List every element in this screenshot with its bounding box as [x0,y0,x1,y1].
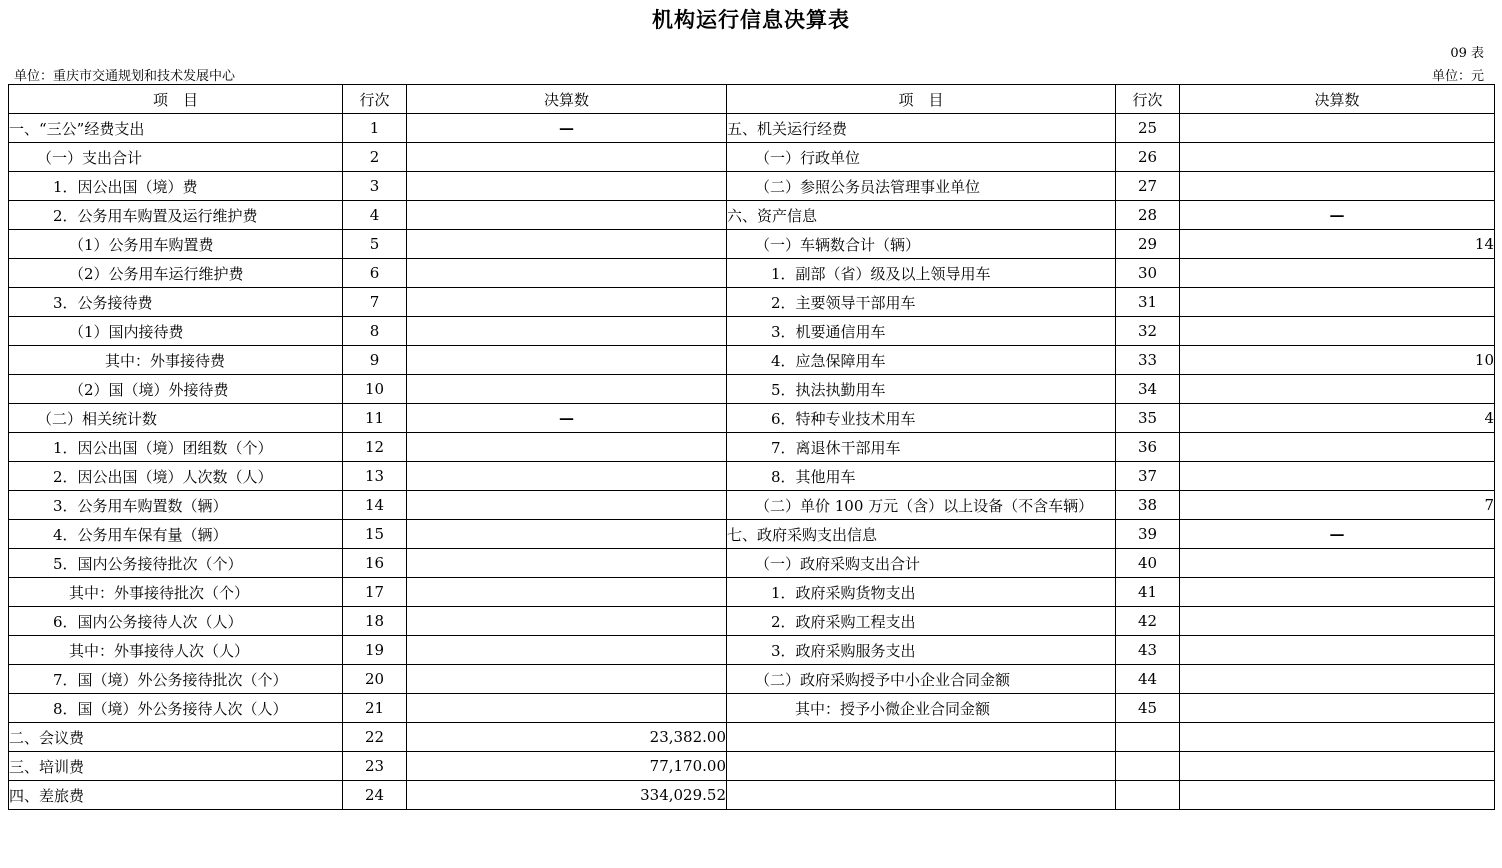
left-line-number: 21 [343,694,407,723]
right-line-number [1116,752,1180,781]
left-item-name: （二）相关统计数 [9,404,343,433]
left-line-number: 20 [343,665,407,694]
right-amount-value [1180,781,1495,810]
left-line-number: 18 [343,607,407,636]
right-amount-value: — [1180,520,1495,549]
left-amount-value [407,462,727,491]
left-amount-value: 77,170.00 [407,752,727,781]
left-item-name: 其中：外事接待费 [9,346,343,375]
right-line-number: 30 [1116,259,1180,288]
left-item-name: （一）支出合计 [9,143,343,172]
header-line-right: 行次 [1116,85,1180,114]
header-amount-right: 决算数 [1180,85,1495,114]
right-amount-value: 14 [1180,230,1495,259]
right-item-name: （一）车辆数合计（辆） [727,230,1116,259]
left-item-name: 5．国内公务接待批次（个） [9,549,343,578]
right-line-number: 44 [1116,665,1180,694]
left-item-name: 其中：外事接待人次（人） [9,636,343,665]
left-item-name: 一、“三公”经费支出 [9,114,343,143]
left-amount-value [407,201,727,230]
left-item-name: （1）国内接待费 [9,317,343,346]
left-item-name: 1．因公出国（境）费 [9,172,343,201]
left-line-number: 1 [343,114,407,143]
left-amount-value [407,549,727,578]
left-line-number: 12 [343,433,407,462]
left-amount-value: — [407,404,727,433]
header-line-left: 行次 [343,85,407,114]
right-amount-value [1180,549,1495,578]
left-item-name: 4．公务用车保有量（辆） [9,520,343,549]
left-amount-value: 334,029.52 [407,781,727,810]
table-row [9,230,1495,259]
right-item-name [727,723,1116,752]
table-row [9,143,1495,172]
right-line-number: 32 [1116,317,1180,346]
right-amount-value [1180,317,1495,346]
table-row [9,201,1495,230]
left-line-number: 16 [343,549,407,578]
left-line-number: 23 [343,752,407,781]
header-amount-left: 决算数 [407,85,727,114]
right-amount-value: 10 [1180,346,1495,375]
right-amount-value [1180,607,1495,636]
left-item-name: 7．国（境）外公务接待批次（个） [9,665,343,694]
table-row [9,462,1495,491]
right-line-number: 35 [1116,404,1180,433]
table-row [9,259,1495,288]
right-amount-value: — [1180,201,1495,230]
right-line-number: 40 [1116,549,1180,578]
reporting-unit: 单位：重庆市交通规划和技术发展中心 [14,69,236,84]
left-item-name: 3．公务接待费 [9,288,343,317]
left-line-number: 14 [343,491,407,520]
table-row [9,549,1495,578]
right-amount-value [1180,462,1495,491]
right-amount-value [1180,665,1495,694]
right-item-name: 1．政府采购货物支出 [727,578,1116,607]
left-item-name: 3．公务用车购置数（辆） [9,491,343,520]
right-amount-value [1180,433,1495,462]
left-amount-value [407,259,727,288]
table-row [9,607,1495,636]
table-row [9,375,1495,404]
left-line-number: 11 [343,404,407,433]
table-header-row [9,85,1495,114]
right-amount-value: 7 [1180,491,1495,520]
left-line-number: 5 [343,230,407,259]
left-amount-value [407,143,727,172]
left-item-name: 三、培训费 [9,752,343,781]
right-item-name: （一）行政单位 [727,143,1116,172]
left-line-number: 10 [343,375,407,404]
left-item-name: 四、差旅费 [9,781,343,810]
right-line-number: 27 [1116,172,1180,201]
left-line-number: 2 [343,143,407,172]
left-amount-value [407,375,727,404]
right-line-number: 29 [1116,230,1180,259]
left-line-number: 19 [343,636,407,665]
right-item-name: 2．政府采购工程支出 [727,607,1116,636]
right-line-number: 26 [1116,143,1180,172]
right-amount-value [1180,143,1495,172]
right-item-name [727,752,1116,781]
table-row [9,723,1495,752]
left-amount-value [407,520,727,549]
right-item-name: （二）参照公务员法管理事业单位 [727,172,1116,201]
left-item-name: 8．国（境）外公务接待人次（人） [9,694,343,723]
left-amount-value [407,665,727,694]
right-line-number: 28 [1116,201,1180,230]
right-line-number: 36 [1116,433,1180,462]
right-amount-value [1180,723,1495,752]
right-line-number: 37 [1116,462,1180,491]
table-row [9,433,1495,462]
right-item-name: 2．主要领导干部用车 [727,288,1116,317]
left-item-name: 1．因公出国（境）团组数（个） [9,433,343,462]
left-amount-value [407,636,727,665]
right-amount-value [1180,694,1495,723]
left-line-number: 3 [343,172,407,201]
right-item-name: 3．政府采购服务支出 [727,636,1116,665]
right-amount-value [1180,259,1495,288]
right-item-name: （二）政府采购授予中小企业合同金额 [727,665,1116,694]
left-line-number: 9 [343,346,407,375]
right-item-name: 3．机要通信用车 [727,317,1116,346]
left-amount-value [407,491,727,520]
left-line-number: 7 [343,288,407,317]
right-line-number: 42 [1116,607,1180,636]
right-line-number: 33 [1116,346,1180,375]
table-row [9,491,1495,520]
right-line-number: 38 [1116,491,1180,520]
table-row [9,114,1495,143]
right-line-number: 34 [1116,375,1180,404]
table-row [9,578,1495,607]
header-item-right: 项 目 [727,85,1116,114]
right-item-name: 7．离退休干部用车 [727,433,1116,462]
right-line-number: 43 [1116,636,1180,665]
left-line-number: 22 [343,723,407,752]
right-item-name: （二）单价 100 万元（含）以上设备（不含车辆） [727,491,1116,520]
form-number: 09 表 [1450,46,1484,61]
right-amount-value [1180,375,1495,404]
left-amount-value [407,317,727,346]
left-amount-value [407,607,727,636]
table-row [9,317,1495,346]
left-item-name: 二、会议费 [9,723,343,752]
right-amount-value: 4 [1180,404,1495,433]
table-row [9,288,1495,317]
right-item-name: 七、政府采购支出信息 [727,520,1116,549]
table-row [9,694,1495,723]
page-title: 机构运行信息决算表 [652,8,850,32]
right-item-name: 六、资产信息 [727,201,1116,230]
table-row [9,636,1495,665]
right-item-name: 8．其他用车 [727,462,1116,491]
right-line-number: 45 [1116,694,1180,723]
left-amount-value [407,172,727,201]
right-amount-value [1180,578,1495,607]
left-amount-value: — [407,114,727,143]
left-amount-value [407,230,727,259]
right-line-number [1116,723,1180,752]
right-item-name [727,781,1116,810]
right-item-name: 五、机关运行经费 [727,114,1116,143]
left-line-number: 15 [343,520,407,549]
left-amount-value [407,288,727,317]
right-line-number: 41 [1116,578,1180,607]
left-amount-value: 23,382.00 [407,723,727,752]
right-line-number: 25 [1116,114,1180,143]
left-item-name: 2．因公出国（境）人次数（人） [9,462,343,491]
right-amount-value [1180,752,1495,781]
left-item-name: 2．公务用车购置及运行维护费 [9,201,343,230]
right-item-name: （一）政府采购支出合计 [727,549,1116,578]
currency-unit: 单位：元 [1431,69,1484,84]
right-line-number: 31 [1116,288,1180,317]
table-row [9,404,1495,433]
table-row [9,665,1495,694]
right-item-name: 其中：授予小微企业合同金额 [727,694,1116,723]
right-line-number [1116,781,1180,810]
left-line-number: 17 [343,578,407,607]
table-row [9,172,1495,201]
left-item-name: （2）公务用车运行维护费 [9,259,343,288]
left-line-number: 24 [343,781,407,810]
left-item-name: 其中：外事接待批次（个） [9,578,343,607]
right-item-name: 1．副部（省）级及以上领导用车 [727,259,1116,288]
table-row [9,781,1495,810]
left-amount-value [407,694,727,723]
right-item-name: 4．应急保障用车 [727,346,1116,375]
left-item-name: （2）国（境）外接待费 [9,375,343,404]
left-amount-value [407,433,727,462]
table-row [9,520,1495,549]
left-item-name: （1）公务用车购置费 [9,230,343,259]
budget-table [8,84,1495,810]
left-line-number: 8 [343,317,407,346]
right-amount-value [1180,636,1495,665]
table-row [9,752,1495,781]
right-amount-value [1180,172,1495,201]
left-amount-value [407,578,727,607]
table-row [9,346,1495,375]
right-item-name: 5．执法执勤用车 [727,375,1116,404]
right-line-number: 39 [1116,520,1180,549]
left-line-number: 13 [343,462,407,491]
left-line-number: 6 [343,259,407,288]
right-amount-value [1180,288,1495,317]
left-line-number: 4 [343,201,407,230]
left-item-name: 6．国内公务接待人次（人） [9,607,343,636]
right-item-name: 6．特种专业技术用车 [727,404,1116,433]
left-amount-value [407,346,727,375]
right-amount-value [1180,114,1495,143]
header-item-left: 项 目 [9,85,343,114]
